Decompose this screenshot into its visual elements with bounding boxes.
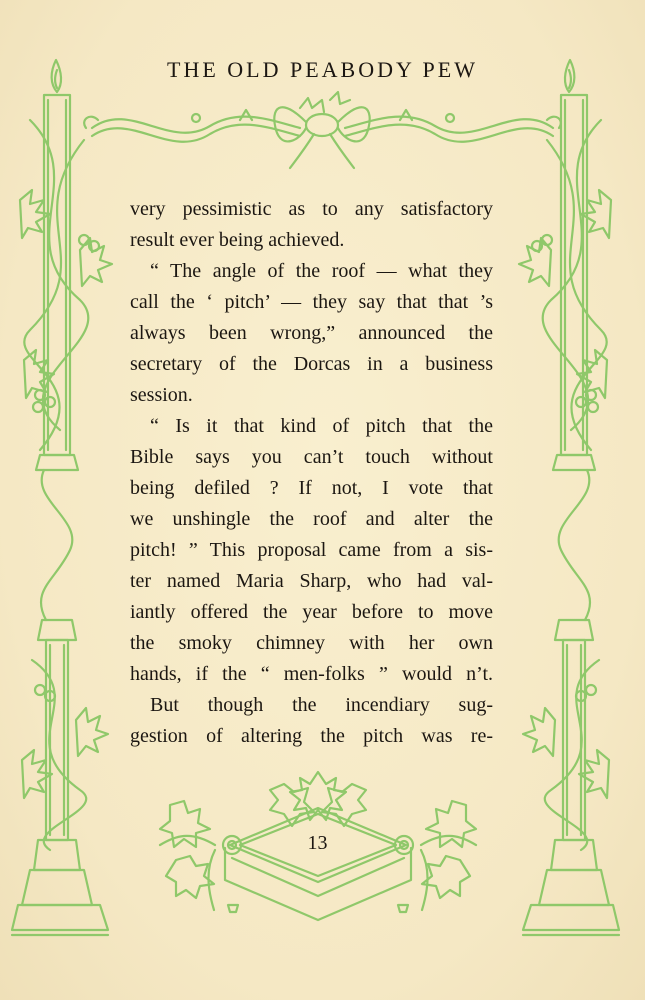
text-line: very pessimistic as to any satisfactory: [130, 198, 493, 220]
text-line: iantly offered the year before to move: [130, 601, 493, 623]
running-title: THE OLD PEABODY PEW: [167, 57, 478, 82]
text-line: But though the incendiary sug-: [150, 694, 493, 716]
text-line: call the ‘ pitch’ — they say that that ’s: [130, 291, 493, 313]
text-line: gestion of altering the pitch was re-: [130, 725, 493, 747]
right-candlestick-icon: [519, 60, 619, 935]
text-line: session.: [130, 384, 193, 406]
page-number: 13: [307, 832, 328, 854]
text-line: hands, if the “ men-folks ” would n’t.: [130, 663, 493, 685]
left-candlestick-icon: [12, 60, 112, 935]
text-line: pitch! ” This proposal came from a sis-: [130, 539, 493, 561]
text-line: the smoky chimney with her own: [130, 632, 493, 654]
text-line: ter named Maria Sharp, who had val-: [130, 570, 493, 592]
ribbon-bow-icon: [84, 92, 561, 168]
text-line: always been wrong,” announced the: [130, 322, 493, 344]
body-text: [130, 194, 493, 752]
text-line: result ever being achieved.: [130, 229, 345, 251]
text-line: “ The angle of the roof — what they: [150, 260, 493, 282]
text-line: secretary of the Dorcas in a business: [130, 353, 493, 375]
text-line: “ Is it that kind of pitch that the: [150, 415, 493, 437]
text-line: Bible says you can’t touch without: [130, 446, 493, 468]
text-line: being defiled ? If not, I vote that: [130, 477, 493, 499]
text-line: we unshingle the roof and alter the: [130, 508, 493, 530]
